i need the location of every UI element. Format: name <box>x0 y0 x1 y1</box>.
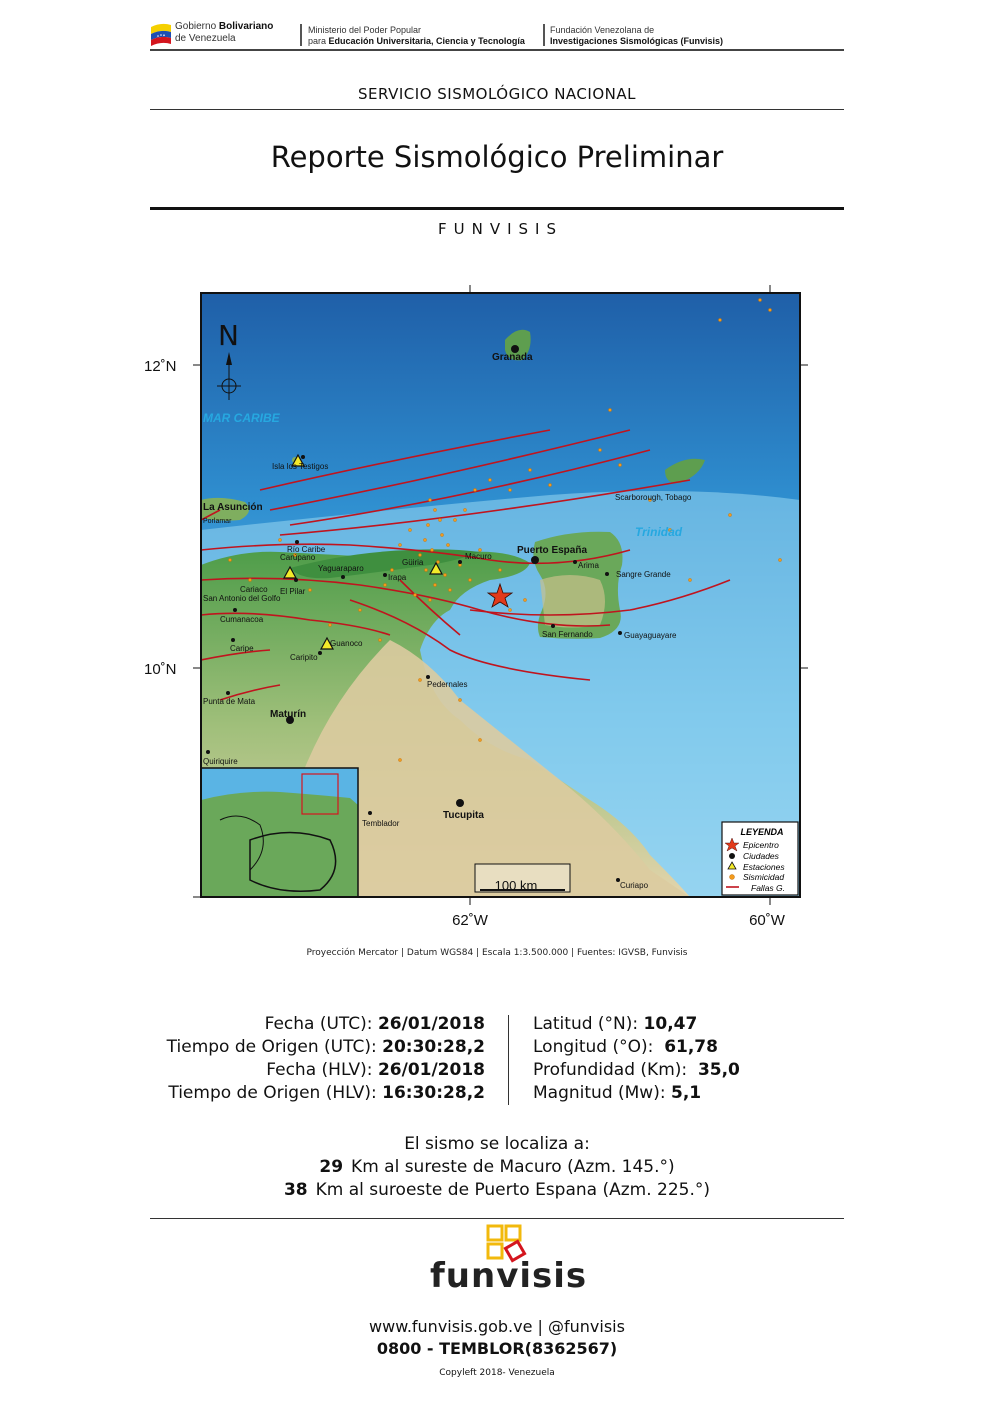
row-magnitud <box>533 1082 853 1105</box>
gov-separator <box>543 24 545 46</box>
row-fecha-utc <box>140 1013 485 1036</box>
row-origen-utc <box>140 1036 485 1059</box>
value-origen-utc: 20:30:28,2 <box>382 1037 485 1057</box>
row-profundidad <box>533 1059 853 1082</box>
map-legend <box>722 822 798 895</box>
label: Profundidad (Km): <box>533 1060 688 1080</box>
map-label-guiria: Güiria <box>402 558 424 567</box>
gov-text-bold: Investigaciones Sismológicas (Funvisis) <box>550 36 724 46</box>
map-label-arima: Arima <box>578 561 599 570</box>
gov-text-bold: Educación Universitaria, Ciencia y Tecnología <box>328 36 525 46</box>
gov-text: Ministerio del Poder Popular <box>308 25 422 35</box>
title-divider <box>150 207 844 210</box>
ref1-text: Km al sureste de Macuro (Azm. 145.°) <box>351 1157 675 1177</box>
service-name: SERVICIO SISMOLÓGICO NACIONAL <box>358 85 636 103</box>
legend-item-fallas: Fallas G. <box>751 883 786 893</box>
legend-item-estaciones: Estaciones <box>743 862 785 872</box>
ref2-text: Km al suroeste de Puerto Espana (Azm. 225.°) <box>315 1180 711 1200</box>
map-label-trinidad: Trinidad <box>635 525 683 539</box>
value-profundidad: 35,0 <box>697 1060 740 1080</box>
label: Tiempo de Origen (UTC): <box>166 1037 377 1057</box>
website-link[interactable]: www.funvisis.gob.ve <box>369 1317 533 1336</box>
map-label-guanoco: Guanoco <box>330 639 363 648</box>
row-longitud <box>533 1036 853 1059</box>
copyleft: Copyleft 2018- Venezuela <box>439 1368 555 1378</box>
value-origen-hlv: 16:30:28,2 <box>382 1083 485 1103</box>
map-label-caripe: Caripe <box>230 644 254 653</box>
row-fecha-hlv <box>140 1059 485 1082</box>
map-label-scarborough: Scarborough, Tobago <box>615 493 692 502</box>
location-description <box>150 1133 844 1202</box>
map-label-curiapo: Curiapo <box>620 881 649 890</box>
lat-label-10n: 10˚N <box>144 661 177 678</box>
map-label-sangre-grande: Sangre Grande <box>616 570 671 579</box>
map-label-punta-mata: Punta de Mata <box>203 697 256 706</box>
map-label-maturin: Maturín <box>270 709 307 720</box>
legend-item-ciudades: Ciudades <box>743 851 779 861</box>
lon-label-62w: 62˚W <box>452 912 488 929</box>
label: Latitud (°N): <box>533 1014 639 1034</box>
value-magnitud: 5,1 <box>670 1083 702 1103</box>
label: Tiempo de Origen (HLV): <box>168 1083 377 1103</box>
map-label-guayaguayare: Guayaguayare <box>624 631 677 640</box>
map-label-granada: Granada <box>492 352 533 363</box>
footer-divider <box>150 1218 844 1219</box>
data-separator <box>508 1015 509 1105</box>
location-ref-1 <box>150 1156 844 1179</box>
gov-block-gobierno <box>175 21 273 45</box>
map-label-carupano: Carúpano <box>280 553 316 562</box>
map-label-sea: MAR CARIBE <box>203 411 280 425</box>
map-label-temblador: Temblador <box>362 819 400 828</box>
gov-text: Gobierno <box>175 21 219 32</box>
separator: | <box>532 1317 548 1336</box>
value-fecha-utc: 26/01/2018 <box>377 1014 485 1034</box>
gov-text-bold: Bolivariano <box>218 21 274 32</box>
ref2-km: 38 <box>283 1180 308 1200</box>
map-label-la-asuncion: La Asunción <box>203 502 263 513</box>
phone-line <box>150 1338 844 1359</box>
ref1-km: 29 <box>319 1157 344 1177</box>
government-header <box>150 18 844 50</box>
logo-wordmark: funvisis <box>430 1256 588 1296</box>
organization-name: FUNVISIS <box>438 220 563 238</box>
label: Fecha (UTC): <box>264 1014 373 1034</box>
gov-block-ministerio <box>308 25 525 47</box>
footer-links <box>150 1316 844 1337</box>
gov-block-fundacion <box>550 25 723 47</box>
scale-bar <box>475 864 570 893</box>
legend-item-epicentro: Epicentro <box>743 840 779 850</box>
value-fecha-hlv: 26/01/2018 <box>377 1060 485 1080</box>
map-label-tucupita: Tucupita <box>443 810 484 821</box>
legend-title: LEYENDA <box>740 827 784 837</box>
row-latitud <box>533 1013 853 1036</box>
map-label-macuro: Macuro <box>465 552 492 561</box>
map-label-testigos: Isla los Testigos <box>272 462 329 471</box>
legend-item-sismicidad: Sismicidad <box>743 872 785 882</box>
map-label-cumanacoa: Cumanacoa <box>220 615 264 624</box>
map-label-caripito: Caripito <box>290 653 318 662</box>
twitter-link[interactable]: @funvisis <box>548 1317 625 1336</box>
map-label-el-pilar: El Pilar <box>280 587 306 596</box>
inset-location-map <box>201 768 358 897</box>
location-intro: El sismo se localiza a: <box>404 1134 590 1154</box>
label: Fecha (HLV): <box>266 1060 373 1080</box>
map-label-yaguaraparo: Yaguaraparo <box>318 564 364 573</box>
page-title: Reporte Sismológico Preliminar <box>270 140 724 174</box>
map-label-san-fernando: San Fernando <box>542 630 593 639</box>
row-origen-hlv <box>140 1082 485 1105</box>
divider <box>150 109 844 110</box>
event-location-block <box>533 1013 853 1105</box>
map-caption: Proyección Mercator | Datum WGS84 | Escala 1:3.500.000 | Fuentes: IGVSB, Funvisis <box>306 948 688 958</box>
north-letter: N <box>218 319 239 352</box>
gov-text: Fundación Venezolana de <box>550 25 655 35</box>
map-label-porlamar: Porlamar <box>203 518 232 525</box>
seismic-map <box>130 280 810 940</box>
value-longitud: 61,78 <box>664 1037 718 1057</box>
header-divider <box>150 49 844 51</box>
map-label-cariaco: Cariaco <box>240 585 268 594</box>
location-ref-2 <box>150 1179 844 1202</box>
venezuela-flag-icon <box>150 21 172 46</box>
label: Magnitud (Mw): <box>533 1083 666 1103</box>
label: Longitud (°O): <box>533 1037 654 1057</box>
lon-label-60w: 60˚W <box>749 912 785 929</box>
scale-label: 100 km <box>494 878 538 893</box>
lat-label-12n: 12˚N <box>144 358 177 375</box>
gov-text: de Venezuela <box>175 33 236 44</box>
map-label-irapa: Irapa <box>388 573 407 582</box>
gov-separator <box>300 24 302 46</box>
gov-text: para <box>308 36 329 46</box>
map-label-san-antonio: San Antonio del Golfo <box>203 594 281 603</box>
map-label-pedernales: Pedernales <box>427 680 468 689</box>
event-time-block <box>140 1013 485 1105</box>
phone-number: TEMBLOR(8362567) <box>439 1339 618 1358</box>
map-label-quiriquire: Quiriquire <box>203 757 238 766</box>
phone-prefix: 0800 - <box>376 1339 440 1358</box>
map-label-rio-caribe: Río Caribe <box>287 545 326 554</box>
map-label-puerto-espana: Puerto España <box>517 545 588 556</box>
value-latitud: 10,47 <box>643 1014 698 1034</box>
